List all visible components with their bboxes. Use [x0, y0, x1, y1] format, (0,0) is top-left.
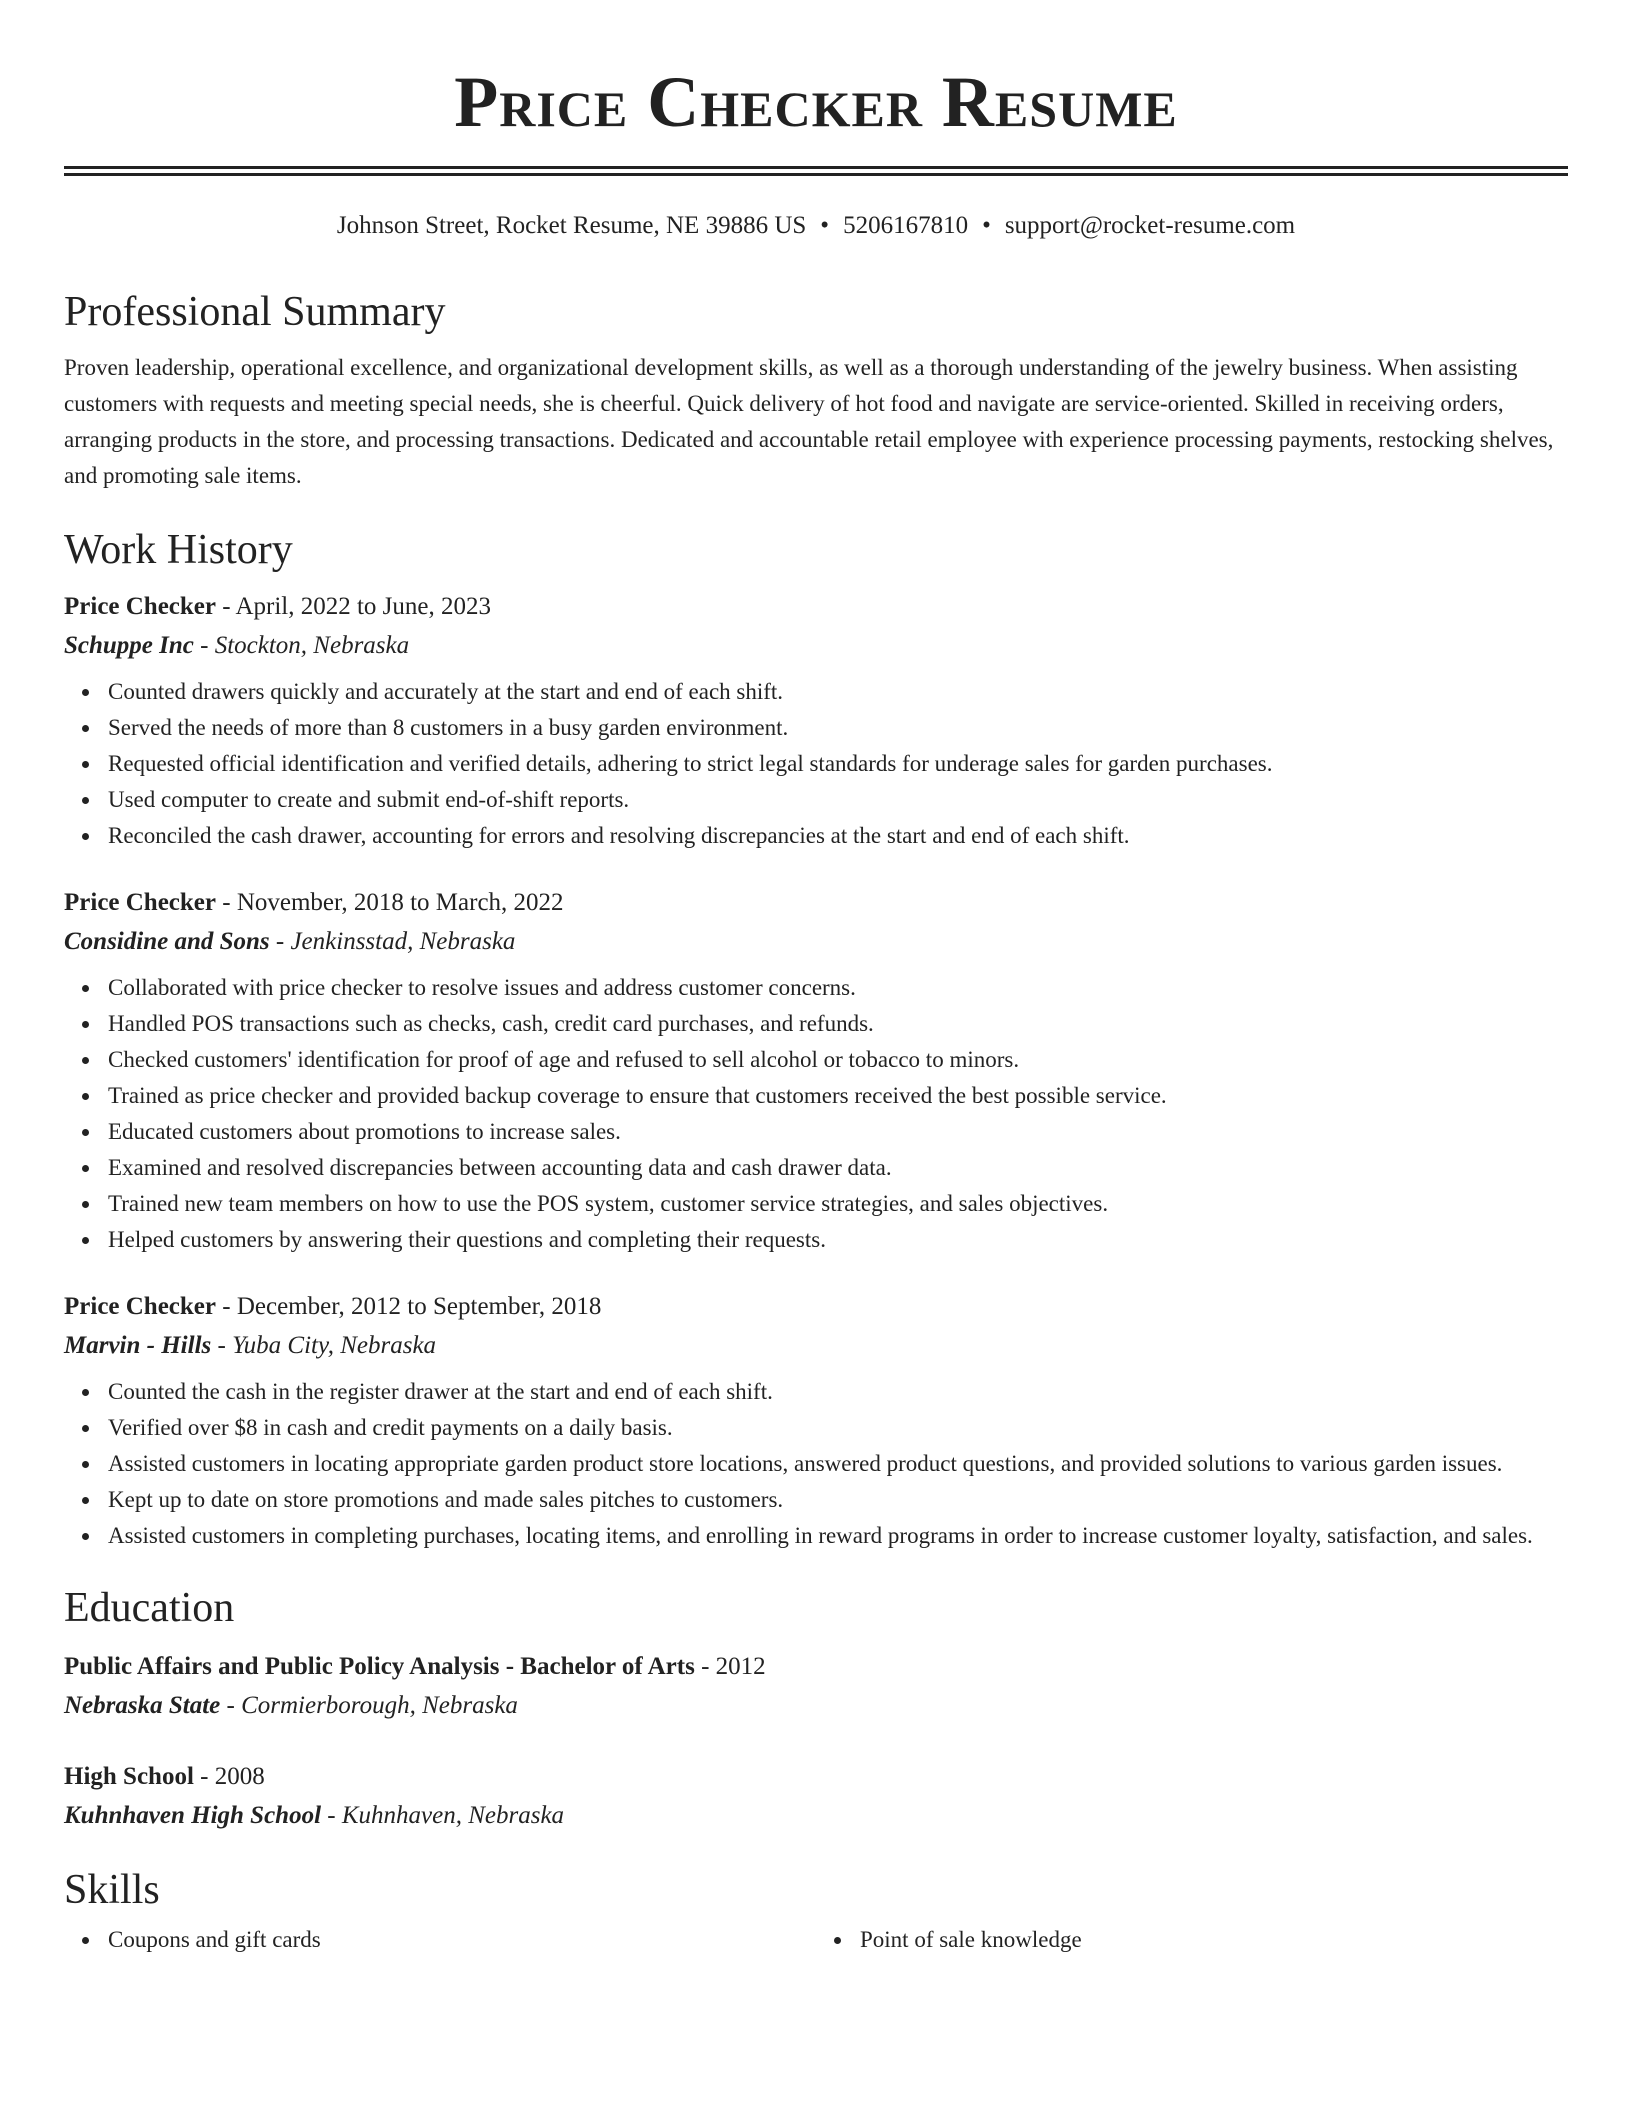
- education-school-line: [64, 1686, 1568, 1726]
- bullet-dot: [82, 1389, 89, 1396]
- job-header: [64, 588, 1568, 626]
- bullet-dot: [82, 1461, 89, 1468]
- education-entry: [64, 1648, 1568, 1726]
- list-item-text: Used computer to create and submit end-of-shift reports.: [108, 787, 630, 812]
- summary-text: Proven leadership, operational excellence, and organizational development skills, as well as a thorough understanding of the jewelry business. When assisting customers with requests and meeting special needs, she is cheerful. Quick delivery of hot food and navigate are service-oriented. Skilled in receiving orders, arranging products in the store, and processing transactions. Dedicated and accountable retail employee with experience processing payments, restocking shelves, and promoting sale items.: [64, 355, 1554, 488]
- job-dates: - November, 2018 to March, 2022: [216, 889, 564, 916]
- contact-line: [64, 210, 1568, 242]
- job-location: - Stockton, Nebraska: [193, 632, 410, 659]
- list-item: [108, 1482, 1568, 1518]
- list-item-text: Handled POS transactions such as checks, cash, credit card purchases, and refunds.: [108, 1011, 874, 1036]
- list-item-text: Kept up to date on store promotions and made sales pitches to customers.: [108, 1487, 784, 1512]
- list-item-text: Served the needs of more than 8 customers in a busy garden environment.: [108, 715, 789, 740]
- bullet-dot: [82, 761, 89, 768]
- job-company: Schuppe Inc: [64, 632, 194, 659]
- job-title: Price Checker: [64, 1293, 217, 1320]
- bullet-dot: [82, 1237, 89, 1244]
- education-school-line: [64, 1796, 1568, 1836]
- bullet-dot: [82, 985, 89, 992]
- bullet-dot: [82, 689, 89, 696]
- list-item: [108, 1114, 1568, 1150]
- contact-separator: •: [982, 212, 991, 239]
- job-entry: [64, 884, 1568, 1258]
- job-dates: - April, 2022 to June, 2023: [216, 593, 492, 620]
- job-header: [64, 884, 1568, 922]
- bullet-dot: [82, 725, 89, 732]
- work-history-heading: Work History: [64, 527, 293, 573]
- education-degree: High School: [64, 1763, 194, 1790]
- skill-item: [108, 1922, 816, 1958]
- contact-phone: 5206167810: [843, 212, 969, 239]
- list-item: [108, 1518, 1568, 1554]
- summary-heading: Professional Summary: [64, 289, 446, 335]
- list-item: [108, 746, 1568, 782]
- list-item: [108, 782, 1568, 818]
- list-item: [108, 818, 1568, 854]
- bullet-dot: [82, 1497, 89, 1504]
- bullet-dot: [82, 1021, 89, 1028]
- job-location: - Jenkinsstad, Nebraska: [269, 928, 516, 955]
- bullet-dot: [834, 1937, 841, 1944]
- education-header: [64, 1758, 1568, 1796]
- list-item: [108, 1006, 1568, 1042]
- education-header: [64, 1648, 1568, 1686]
- education-location: - Kuhnhaven, Nebraska: [321, 1802, 565, 1829]
- job-employer: [64, 1326, 1568, 1366]
- skill-item: [860, 1922, 1568, 1958]
- skills-column-left: [64, 1922, 816, 1958]
- job-location: - Yuba City, Nebraska: [211, 1332, 437, 1359]
- bullet-dot: [82, 833, 89, 840]
- contact-separator: •: [820, 212, 830, 239]
- list-item: [108, 1150, 1568, 1186]
- list-item-text: Counted drawers quickly and accurately at the start and end of each shift.: [108, 679, 784, 704]
- list-item: [108, 1222, 1568, 1258]
- job-duties: [64, 1374, 1568, 1554]
- bullet-dot: [82, 1425, 89, 1432]
- bullet-dot: [82, 1165, 89, 1172]
- list-item-text: Educated customers about promotions to increase sales.: [108, 1119, 621, 1144]
- job-dates: - December, 2012 to September, 2018: [216, 1293, 602, 1320]
- skills-list: [64, 1922, 1568, 1958]
- education-school: Nebraska State: [64, 1692, 221, 1719]
- job-employer: [64, 922, 1568, 962]
- bullet-dot: [82, 1201, 89, 1208]
- list-item: [108, 1186, 1568, 1222]
- list-item-text: Assisted customers in locating appropriate garden product store locations, answered product questions, and provided solutions to various garden issues.: [108, 1451, 1503, 1476]
- list-item-text: Collaborated with price checker to resolve issues and address customer concerns.: [108, 975, 856, 1000]
- skills-heading: Skills: [64, 1867, 160, 1913]
- bullet-dot: [82, 1129, 89, 1136]
- title-divider: [64, 166, 1568, 176]
- education-degree: Public Affairs and Public Policy Analysis - Bachelor of Arts: [64, 1653, 695, 1680]
- list-item: [108, 674, 1568, 710]
- bullet-dot: [82, 1057, 89, 1064]
- skill-text: Coupons and gift cards: [108, 1927, 321, 1952]
- education-location: - Cormierborough, Nebraska: [220, 1692, 518, 1719]
- skill-text: Point of sale knowledge: [860, 1927, 1082, 1952]
- education-year: - 2012: [694, 1653, 766, 1680]
- education-entry: [64, 1758, 1568, 1836]
- list-item: [108, 710, 1568, 746]
- job-company: Considine and Sons: [64, 928, 270, 955]
- job-duties: [64, 970, 1568, 1258]
- list-item-text: Reconciled the cash drawer, accounting for errors and resolving discrepancies at the start and end of each shift.: [108, 823, 1130, 848]
- education-heading: Education: [64, 1585, 235, 1631]
- contact-email: support@rocket-resume.com: [1004, 212, 1296, 239]
- job-company: Marvin - Hills: [64, 1332, 212, 1359]
- resume-title: Price Checker Resume: [454, 62, 1178, 142]
- list-item-text: Requested official identification and verified details, adhering to strict legal standards for underage sales for garden purchases.: [108, 751, 1273, 776]
- list-item: [108, 1410, 1568, 1446]
- education-school: Kuhnhaven High School: [64, 1802, 322, 1829]
- list-item: [108, 1374, 1568, 1410]
- list-item-text: Helped customers by answering their questions and completing their requests.: [108, 1227, 826, 1252]
- bullet-dot: [82, 1937, 89, 1944]
- job-entry: [64, 1288, 1568, 1554]
- bullet-dot: [82, 797, 89, 804]
- job-title: Price Checker: [64, 593, 217, 620]
- bullet-dot: [82, 1093, 89, 1100]
- list-item-text: Assisted customers in completing purchases, locating items, and enrolling in reward programs in order to increase customer loyalty, satisfaction, and sales.: [108, 1523, 1533, 1548]
- job-title: Price Checker: [64, 889, 217, 916]
- list-item-text: Checked customers' identification for proof of age and refused to sell alcohol or tobacco to minors.: [108, 1047, 1020, 1072]
- list-item: [108, 1078, 1568, 1114]
- skills-column-right: [816, 1922, 1568, 1958]
- job-entry: [64, 588, 1568, 854]
- job-employer: [64, 626, 1568, 666]
- education-year: - 2008: [193, 1763, 265, 1790]
- list-item-text: Counted the cash in the register drawer at the start and end of each shift.: [108, 1379, 773, 1404]
- list-item-text: Examined and resolved discrepancies between accounting data and cash drawer data.: [108, 1155, 892, 1180]
- list-item-text: Verified over $8 in cash and credit payments on a daily basis.: [108, 1415, 673, 1440]
- list-item: [108, 1042, 1568, 1078]
- contact-address: Johnson Street, Rocket Resume, NE 39886 US: [336, 212, 807, 239]
- list-item-text: Trained as price checker and provided backup coverage to ensure that customers received the best possible service.: [108, 1083, 1167, 1108]
- list-item: [108, 970, 1568, 1006]
- job-duties: [64, 674, 1568, 854]
- bullet-dot: [82, 1533, 89, 1540]
- list-item-text: Trained new team members on how to use the POS system, customer service strategies, and sales objectives.: [108, 1191, 1109, 1216]
- list-item: [108, 1446, 1568, 1482]
- job-header: [64, 1288, 1568, 1326]
